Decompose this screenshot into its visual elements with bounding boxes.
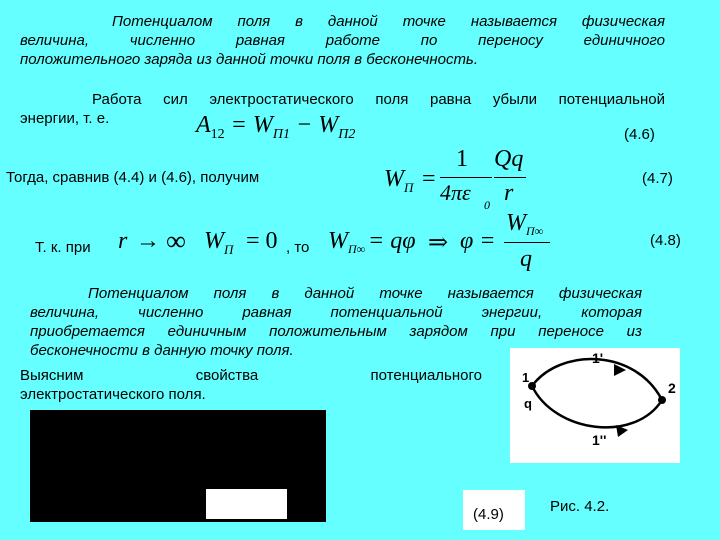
point-2 xyxy=(658,396,666,404)
para4-line2: электростатического поля. xyxy=(20,386,206,403)
label-2: 2 xyxy=(668,380,676,396)
label-q: q xyxy=(524,396,532,411)
equation-4-6-number: (4.6) xyxy=(624,126,655,143)
equation-4-7: W П = 1 4πε 0 Qq r xyxy=(384,146,524,216)
para1-line1: Потенциалом поля в данной точке называется физическая xyxy=(112,13,665,30)
equation-4-8-number: (4.8) xyxy=(650,232,681,249)
paragraph-potential-definition xyxy=(20,12,665,69)
figure-caption: Рис. 4.2. xyxy=(550,498,610,515)
label-1-double-prime: 1'' xyxy=(592,432,607,448)
equation-4-6: $A_{12} = W_{П1} - W_{П2}$ xyxy=(196,112,356,142)
equation-4-9-number: (4.9) xyxy=(473,506,504,523)
fraction-bar-2 xyxy=(494,177,526,178)
path-bottom xyxy=(532,386,662,427)
para3-line1: Потенциалом поля в данной точке называется физическая xyxy=(88,285,642,302)
equation-4-7-number: (4.7) xyxy=(642,170,673,187)
para3-line2: величина, численно равная потенциальной энергии, которая xyxy=(30,304,642,321)
equation-4-8: r → ∞ W П = 0 , то W П∞ = qφ ⇒ φ = W П∞ q xyxy=(118,210,568,280)
para3-line4: бесконечности в данную точку поля. xyxy=(30,342,294,359)
para2-line2: энергии, т. е. xyxy=(20,110,110,127)
label-1-prime: 1' xyxy=(592,350,604,366)
para4-line1: Выясним свойства потенциального xyxy=(20,367,482,384)
para1-line2: величина, численно равная работе по переносу единичного xyxy=(20,32,665,49)
fraction-bar xyxy=(440,177,492,178)
text-since: Т. к. при xyxy=(35,239,91,256)
fraction-bar-3 xyxy=(504,242,550,243)
para2-line1: Работа сил электростатического поля равна убыли потенциальной xyxy=(92,91,665,108)
figure-4-2 xyxy=(510,348,680,463)
paragraph-properties xyxy=(20,366,482,404)
para1-line3: положительного заряда из данной точки поля в бесконечность. xyxy=(20,51,478,68)
label-1: 1 xyxy=(522,370,530,385)
text-then-comparing: Тогда, сравнив (4.4) и (4.6), получим xyxy=(6,169,260,186)
white-image-placeholder xyxy=(206,489,287,519)
para3-line3: приобретается единичным положительным зарядом при переносе из xyxy=(30,323,642,340)
